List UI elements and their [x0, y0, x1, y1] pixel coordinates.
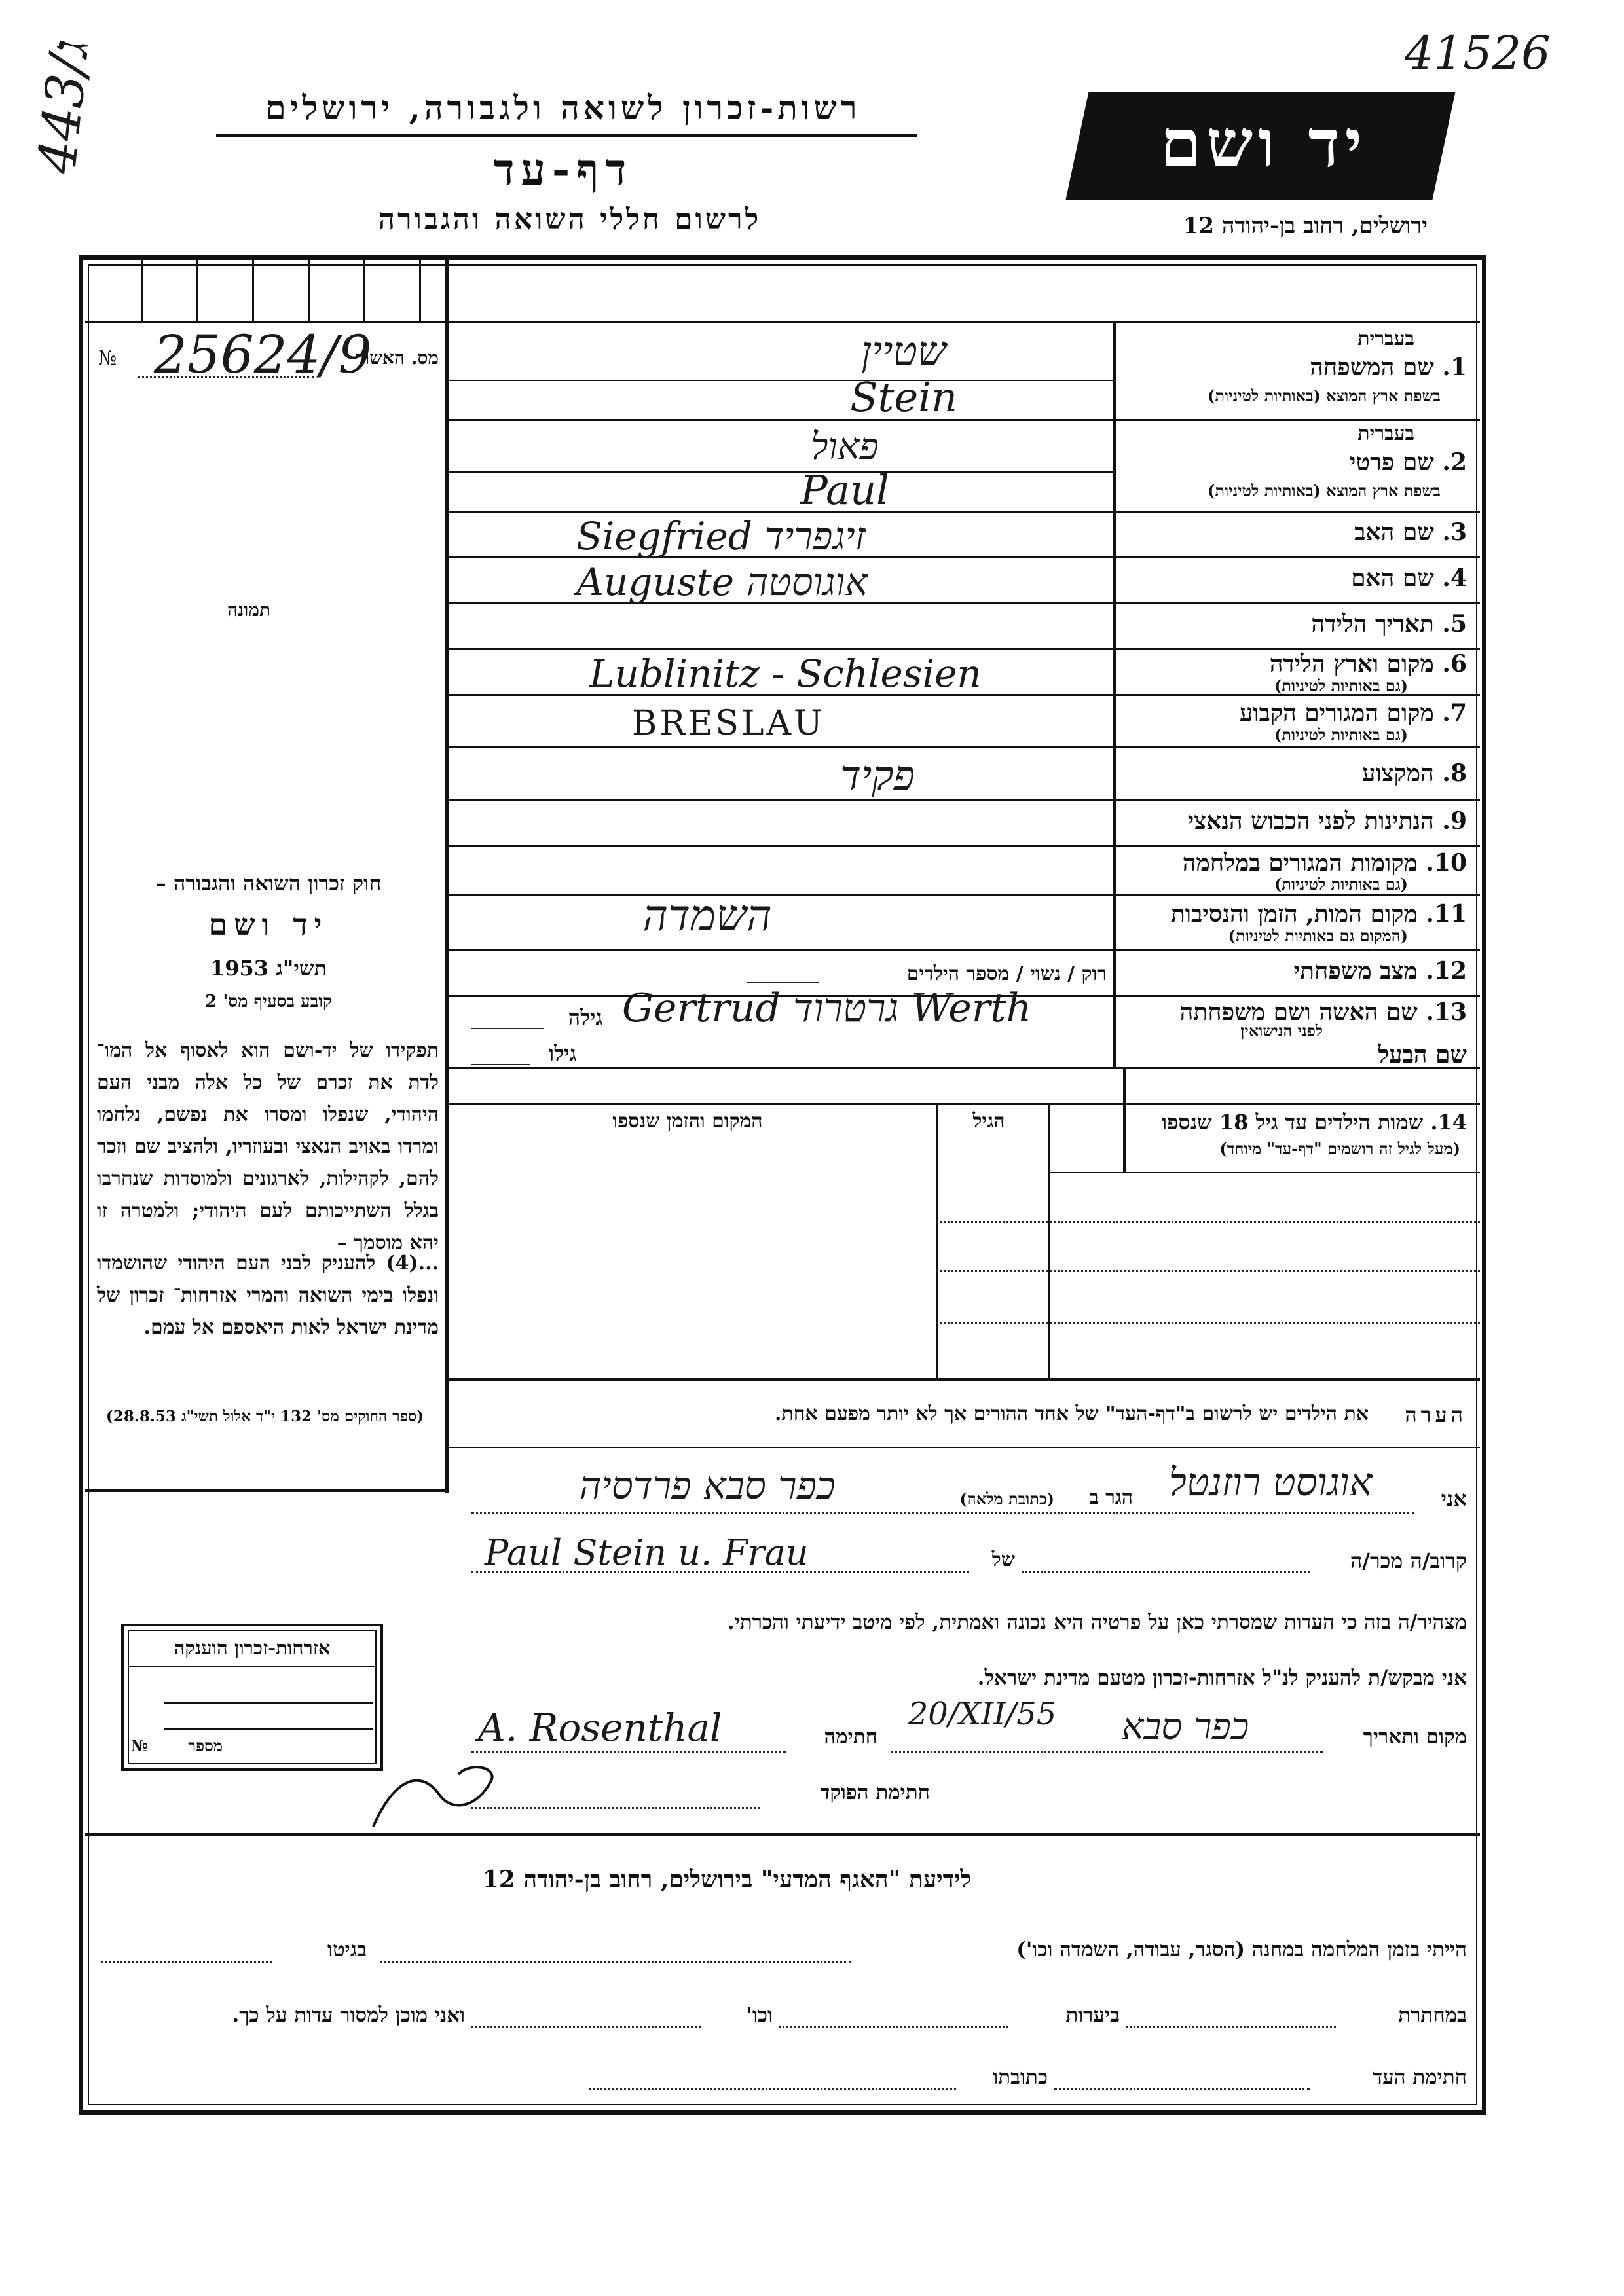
archive-number: 41526 [1405, 26, 1551, 80]
authority-name: רשות-זכרון לשואה ולגבורה, ירושלים [265, 88, 861, 127]
left-column-border [445, 255, 449, 1493]
left-column-bottom [85, 1489, 449, 1492]
official-signature [367, 1755, 511, 1840]
children-col-age: הגיל [972, 1110, 1005, 1133]
field-2-sub: בשפת ארץ המוצא (באותיות לטיניות) [1208, 481, 1441, 500]
decl-place-value: כפר סבא [1121, 1705, 1249, 1748]
footer-line2-d: ואני מוכן למסור עדות על כך. [232, 2003, 465, 2027]
stamp-no: № [131, 1736, 149, 1755]
field-1-label-text: שם המשפחה [1310, 354, 1434, 381]
law-source: (ספר החוקים מס' 132 י"ד אלול תשי"ג 28.8.53) [105, 1408, 424, 1425]
field-2-value-he: פאול [811, 426, 879, 468]
field-7-label: 7. מקום המגורים הקבוע [1239, 699, 1467, 727]
side-code: 443/ג [26, 36, 101, 177]
law-text-1: תפקידו של יד-ושם הוא לאסוף אל המו־ לדת את זכרם של כל אלה מבני העם היהודי, שנפלו ומסרו את נפשם, נלחמו ומרדו באויב הנאצי ובעוזריו, ולהציב שם וזכר להם, לקהילות, לארגונים ולמוסדות שנחרבו בגלל השתייכותם לעם היהודי; ולמטרה זו יהא מוסמך – [97, 1039, 439, 1254]
field-1-label [1126, 354, 1467, 381]
children-sub: (מעל לגיל זה רושמים "דף-עד" מיוחד) [1219, 1139, 1460, 1158]
decl-relation-label: קרוב/ה מכר/ה [1350, 1548, 1467, 1573]
approval-number: 25624/9 [154, 324, 372, 385]
law-text-2: ...(4) להעניק לבני העם היהודי שהושמדו ונפלו בימי השואה והמרי אזרחות־ זכרון של מדינת ישראל לאות היאספם אל עמם. [97, 1252, 439, 1339]
footer-line1-a: הייתי בזמן המלחמה במחנה (הסגר, עבודה, השמדה וכו') [1016, 1938, 1467, 1961]
stamp-label: מספר [188, 1736, 223, 1755]
field-3-value: Siegfried זיגפריד [576, 514, 866, 558]
law-year: תשי"ג 1953 [210, 956, 327, 981]
decl-signature-value: A. Rosenthal [478, 1705, 722, 1750]
approval-label: מס. האשור [356, 347, 439, 369]
field-2-value-lat: Paul [800, 466, 889, 514]
field-2-sub-top: בעברית [1357, 422, 1414, 445]
field-11-label: 11. מקום המות, הזמן והנסיבות [1170, 900, 1467, 928]
law-name: יד ושם [208, 907, 329, 942]
field-7-value: BRESLAU [632, 704, 825, 743]
note-text: את הילדים יש לרשום ב"דף-העד" של אחד ההורים אך לא יותר מפעם אחת. [774, 1402, 1369, 1425]
field-1-value-he: שטיין [861, 327, 946, 375]
law-title: חוק זכרון השואה והגבורה – [155, 871, 382, 896]
field-13-label: 13. שם האשה ושם משפחתה [1179, 998, 1467, 1026]
field-6-label: 6. מקום וארץ הלידה [1269, 650, 1467, 678]
decl-place-date-label: מקום ותאריך [1363, 1725, 1467, 1749]
footer-line2-a: במחתרת [1398, 2003, 1467, 2027]
field-10-label: 10. מקומות המגורים במלחמה [1182, 849, 1467, 877]
decl-name-value: אוגוסט רוזנטל [1168, 1460, 1373, 1504]
field-13-age-label: גילה [568, 1005, 602, 1030]
decl-ani: אני [1441, 1486, 1467, 1511]
children-label: 14. שמות הילדים עד גיל 18 שנספו [1161, 1110, 1467, 1135]
field-6-value: Lublinitz - Schlesien [589, 651, 982, 696]
field-8-label: 8. המקצוע [1362, 759, 1467, 787]
photo-label: תמונה [227, 599, 271, 621]
footer-line1-b: בגיטו [327, 1938, 367, 1961]
footer-line2-b: ביערות [1065, 2003, 1120, 2027]
field-12-label: 12. מצב משפחתי [1293, 957, 1467, 985]
field-4-label: 4. שם האם [1351, 564, 1467, 592]
field-7-sub: (גם באותיות לטיניות) [1274, 725, 1408, 744]
field-4-value: Auguste אוגוסטה [576, 560, 868, 604]
decl-statement: מצהיר/ה בזה כי העדות שמסרתי כאן על פרטיה היא נכונה ואמתית, לפי מיטב ידיעתי והכרתי. [727, 1611, 1467, 1634]
approval-no-label: № [98, 347, 117, 370]
header-rule [216, 134, 917, 137]
footer-line3-a: חתימת העד [1373, 2066, 1467, 2089]
decl-request: אני מבקש/ת להעניק לנ"ל אזרחות-זכרון מטעם מדינת ישראל. [977, 1666, 1467, 1690]
husband-label: שם הבעל [1378, 1041, 1467, 1068]
field-2-num: 2. [1442, 448, 1467, 476]
field-1-sub-top: בעברית [1357, 327, 1414, 350]
stamp-title: אזרחות-זכרון הוענקה [174, 1637, 331, 1659]
children-table-bottom [449, 1378, 1480, 1381]
children-col-place: המקום והזמן שנספו [612, 1110, 763, 1133]
field-3-label: 3. שם האב [1354, 519, 1467, 546]
decl-address-value: כפר סבא פרדסיה [579, 1463, 836, 1508]
field-2-label [1126, 448, 1467, 476]
law-clause: קובע בסעיף מס' 2 [205, 992, 332, 1011]
decl-resides: הגר ב [1089, 1486, 1133, 1509]
field-13-sub: לפני הנישואין [1240, 1021, 1323, 1040]
field-6-sub: (גם באותיות לטיניות) [1274, 676, 1408, 695]
footer-rule [85, 1833, 1480, 1836]
address: ירושלים, רחוב בן-יהודה 12 [1183, 213, 1428, 239]
note-bottom [449, 1447, 1480, 1448]
field-8-value: פקיד [840, 752, 915, 799]
field-1-num: 1. [1442, 354, 1467, 381]
field-12-extra: רוק / נשוי / מספר הילדים [906, 962, 1107, 985]
decl-of: של [991, 1548, 1015, 1571]
field-13-value: Gertrud גרטרוד Werth [622, 985, 1032, 1031]
decl-signature-label: חתימה [824, 1725, 877, 1749]
note-label: הערה [1405, 1402, 1467, 1427]
field-10-sub: (גם באותיות לטיניות) [1274, 875, 1408, 894]
footer-line2-c: וכו' [746, 2003, 773, 2027]
field-11-value: השמדה [642, 890, 772, 941]
field-9-label: 9. הנתינות לפני הכבוש הנאצי [1187, 807, 1467, 835]
field-1-value-lat: Stein [850, 373, 957, 421]
field-5-label: 5. תאריך הלידה [1311, 610, 1467, 638]
footer-line3-b: כתובתו [993, 2066, 1048, 2089]
decl-relation-value: Paul Stein u. Frau [485, 1532, 809, 1573]
footer-title: לידיעת "האגף המדעי" בירושלים, רחוב בן-יהודה 12 [482, 1866, 972, 1893]
tick-row-bottom [85, 321, 1480, 323]
husband-age-label: גילו [548, 1041, 576, 1066]
field-11-sub: (המקום גם באותיות לטיניות) [1228, 926, 1408, 945]
form-title: דף-עד [493, 144, 633, 195]
decl-address-hint: (כתובת מלאה) [959, 1489, 1054, 1508]
field-1-sub: בשפת ארץ המוצא (באותיות לטיניות) [1208, 386, 1441, 405]
form-subtitle: לרשום חללי השואה והגבורה [378, 203, 762, 236]
decl-official-label: חתימת הפוקד [820, 1781, 930, 1804]
decl-date-value: 20/XII/55 [908, 1696, 1057, 1732]
field-2-label-text: שם פרטי [1349, 448, 1434, 476]
logo-text: יד ושם [1160, 105, 1367, 182]
